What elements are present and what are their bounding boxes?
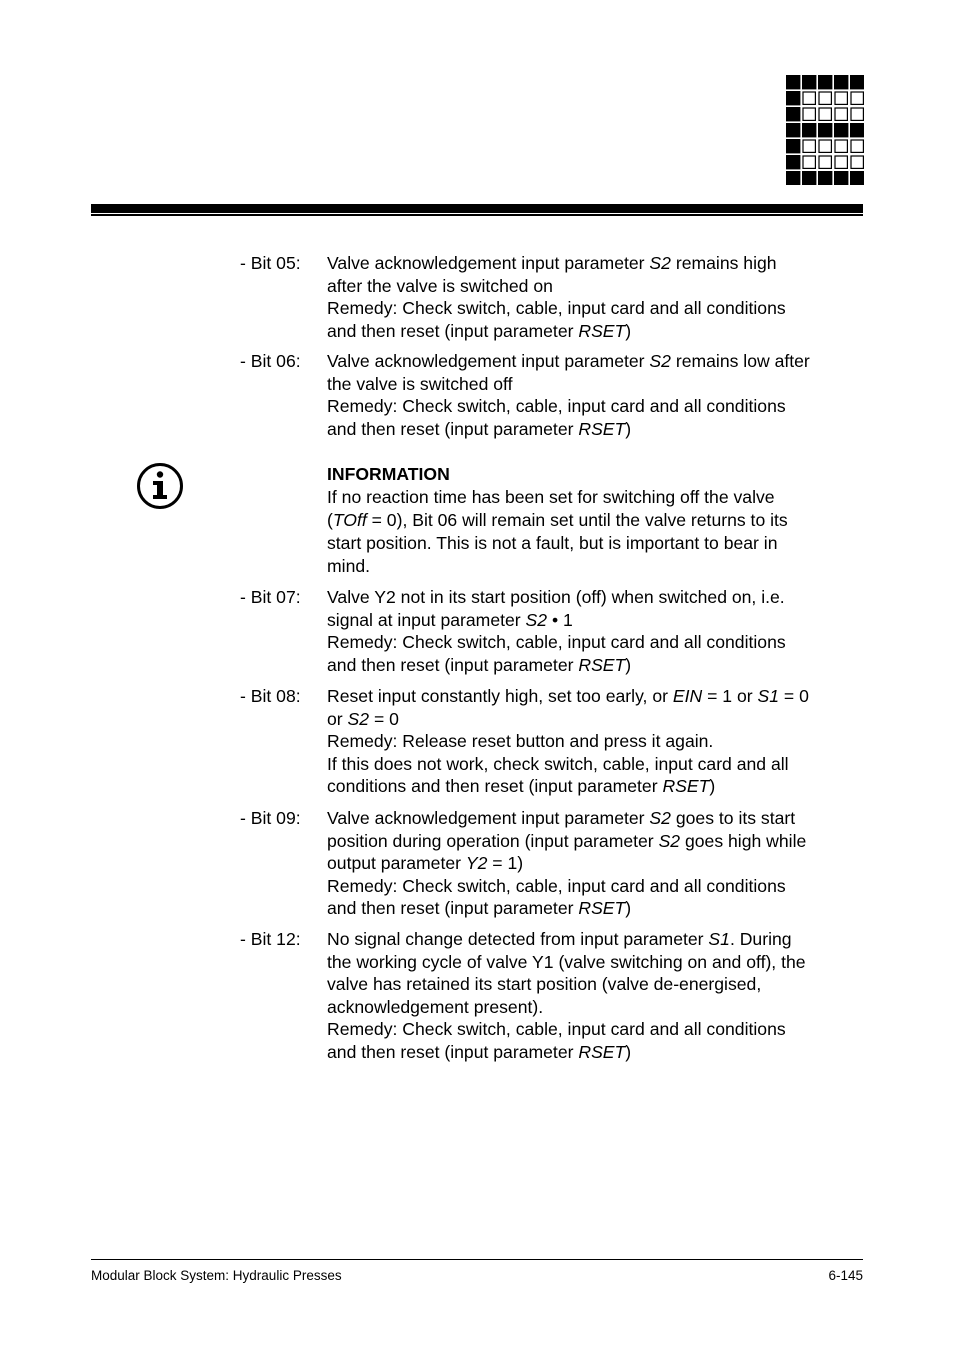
bit-description [327, 252, 862, 342]
parameter-name: S2 [658, 830, 681, 851]
parameter-name: S2 [649, 351, 671, 371]
footer-title: Modular Block System: Hydraulic Presses [91, 1268, 342, 1283]
bit-12-entry [240, 928, 862, 1063]
text-line: Remedy: Check switch, cable, input card and all conditions [327, 875, 786, 896]
parameter-name: S2 [525, 609, 548, 630]
text-line: valve has retained its start position (valve de-energised, [327, 974, 762, 994]
text-line: Remedy: Check switch, cable, input card and all conditions [327, 396, 786, 416]
text-line: Remedy: Release reset button and press it again. [327, 731, 714, 751]
text-line: and then reset (input parameter RSET) [327, 418, 632, 439]
text-line: and then reset (input parameter RSET) [327, 898, 632, 918]
info-icon [136, 462, 184, 510]
bit-05-entry [240, 252, 862, 342]
parameter-name: RSET [578, 1041, 626, 1062]
bit-06-entry [240, 350, 862, 440]
parameter-name: RSET [578, 654, 626, 675]
text-line: the working cycle of valve Y1 (valve switching on and off), the [327, 951, 806, 972]
bit-label: - Bit 09: [240, 808, 301, 828]
bit-description [327, 350, 862, 440]
text-line: Remedy: Check switch, cable, input card and all conditions [327, 298, 786, 318]
text-line: Remedy: Check switch, cable, input card and all conditions [327, 1019, 786, 1039]
text-line: If no reaction time has been set for switching off the valve [327, 487, 775, 507]
bit-08-entry [240, 685, 862, 798]
parameter-name: TOff [332, 510, 367, 530]
bit-label: - Bit 12: [240, 929, 301, 949]
information-note [327, 463, 867, 578]
text-line: start position. This is not a fault, but is important to bear in [327, 533, 778, 553]
text-line: and then reset (input parameter RSET) [327, 654, 632, 675]
bit-label: - Bit 07: [240, 587, 301, 607]
bit-label: - Bit 05: [240, 253, 301, 273]
bit-description [327, 685, 862, 798]
text-line: conditions and then reset (input parameter RSET) [327, 776, 716, 796]
parameter-name: RSET [662, 776, 710, 796]
text-line: acknowledgement present). [327, 996, 544, 1017]
bit-07-entry [240, 586, 862, 676]
footer-rule [91, 1259, 863, 1260]
text-line: output parameter Y2 = 1) [327, 853, 524, 873]
text-line: No signal change detected from input parameter S1. During [327, 929, 792, 949]
text-line: Valve Y2 not in its start position (off) when switched on, i.e. [327, 587, 785, 607]
parameter-name: RSET [578, 320, 626, 341]
text-line: Reset input constantly high, set too early, or EIN = 1 or S1 = 0 [327, 686, 809, 706]
text-line: Remedy: Check switch, cable, input card and all conditions [327, 632, 786, 652]
text-line: Valve acknowledgement input parameter S2 remains low after [327, 351, 810, 371]
bit-label: - Bit 06: [240, 351, 301, 371]
bit-label: - Bit 08: [240, 686, 301, 706]
text-line: position during operation (input parameter S2 goes high while [327, 830, 807, 851]
text-line: or S2 = 0 [327, 708, 399, 729]
parameter-name: EIN [672, 686, 703, 706]
text-line: Valve acknowledgement input parameter S2 goes to its start [327, 808, 796, 828]
text-line: and then reset (input parameter RSET) [327, 1041, 632, 1062]
bit-description [327, 807, 862, 920]
text-line: after the valve is switched on [327, 275, 553, 296]
text-line: mind. [327, 556, 371, 576]
parameter-name: Y2 [465, 853, 488, 873]
parameter-name: S2 [649, 808, 671, 828]
header-rule-thin [91, 214, 863, 216]
text-line: the valve is switched off [327, 373, 513, 394]
parameter-name: RSET [578, 418, 626, 439]
parameter-name: S1 [708, 929, 730, 949]
header-rule [91, 204, 863, 213]
text-line: (TOff = 0), Bit 06 will remain set until the valve returns to its [327, 510, 788, 530]
text-line: signal at input parameter S2 • 1 [327, 609, 573, 630]
grid-logo-icon [786, 75, 864, 185]
parameter-name: S2 [347, 708, 370, 729]
parameter-name: S1 [757, 686, 780, 706]
parameter-name: S2 [649, 253, 671, 273]
bit-description [327, 928, 862, 1063]
page-number: 6-145 [828, 1268, 863, 1283]
text-line: If this does not work, check switch, cable, input card and all [327, 753, 789, 774]
text-line: Valve acknowledgement input parameter S2 remains high [327, 253, 777, 273]
parameter-name: RSET [578, 898, 626, 918]
text-line: and then reset (input parameter RSET) [327, 320, 632, 341]
information-title: INFORMATION [327, 464, 450, 484]
bit-09-entry [240, 807, 862, 920]
bit-description [327, 586, 862, 676]
